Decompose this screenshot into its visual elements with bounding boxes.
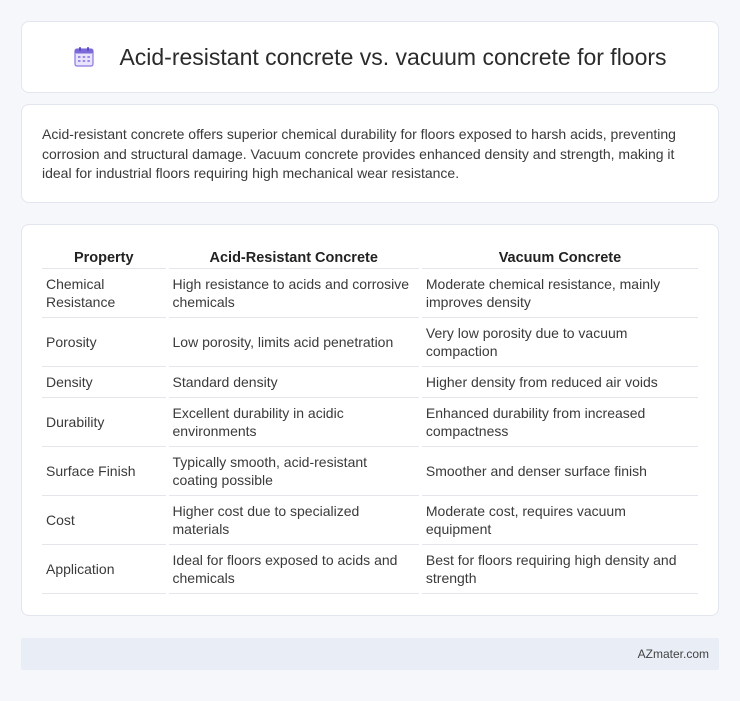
table-cell: Moderate chemical resistance, mainly improves density <box>422 269 698 318</box>
table-row <box>42 318 698 367</box>
table-cell: Density <box>42 367 166 398</box>
table-row <box>42 545 698 594</box>
table-cell: Excellent durability in acidic environments <box>169 398 419 447</box>
footer-bar <box>21 638 719 670</box>
table-cell: Porosity <box>42 318 166 367</box>
table-cell: Very low porosity due to vacuum compaction <box>422 318 698 367</box>
table-cell: Smoother and denser surface finish <box>422 447 698 496</box>
table-cell: Standard density <box>169 367 419 398</box>
header-property: Property <box>42 245 166 269</box>
page-title: Acid-resistant concrete vs. vacuum concrete for floors <box>119 43 667 70</box>
intro-card <box>21 104 719 203</box>
title-card <box>21 21 719 93</box>
table-header-row <box>42 245 698 269</box>
table-cell: Low porosity, limits acid penetration <box>169 318 419 367</box>
footer-brand: AZmater.com <box>637 647 709 661</box>
table-cell: Higher density from reduced air voids <box>422 367 698 398</box>
table-cell: Application <box>42 545 166 594</box>
table-row <box>42 367 698 398</box>
table-row <box>42 269 698 318</box>
intro-text: Acid-resistant concrete offers superior chemical durability for floors exposed to harsh acids, preventing corrosion and structural damage. Vacuum concrete provides enhanced density and strength, making it ideal for industrial floors requiring high mechanical wear resistance. <box>42 126 676 181</box>
table-cell: Moderate cost, requires vacuum equipment <box>422 496 698 545</box>
table-cell: Ideal for floors exposed to acids and chemicals <box>169 545 419 594</box>
header-vacuum: Vacuum Concrete <box>422 245 698 269</box>
table-cell: High resistance to acids and corrosive chemicals <box>169 269 419 318</box>
table-row <box>42 447 698 496</box>
table-cell: Chemical Resistance <box>42 269 166 318</box>
table-row <box>42 398 698 447</box>
header-acid-resistant: Acid-Resistant Concrete <box>169 245 419 269</box>
table-row <box>42 496 698 545</box>
table-cell: Surface Finish <box>42 447 166 496</box>
table-cell: Cost <box>42 496 166 545</box>
table-cell: Higher cost due to specialized materials <box>169 496 419 545</box>
calendar-icon <box>73 46 95 68</box>
comparison-card <box>21 224 719 616</box>
table-cell: Best for floors requiring high density and strength <box>422 545 698 594</box>
table-cell: Enhanced durability from increased compactness <box>422 398 698 447</box>
table-cell: Typically smooth, acid-resistant coating possible <box>169 447 419 496</box>
comparison-table <box>39 245 701 594</box>
table-cell: Durability <box>42 398 166 447</box>
